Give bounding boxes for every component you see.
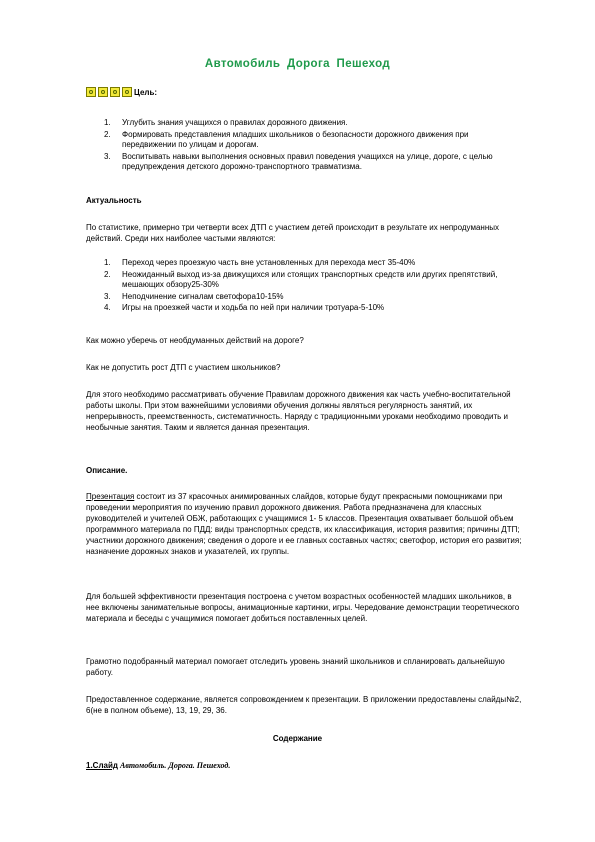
slide-title: Автомобиль. Дорога. Пешеход. — [117, 761, 231, 770]
list-item: 3. Воспитывать навыки выполнения основных правил поведения учащихся на улице, дороге, с целью предупреждения детского дорожно-транспортного травматизма. — [104, 151, 493, 171]
relevance-intro: По статистике, примерно три четверти всех ДТП с участием детей происходит в результате их непродуманных действий. Среди них наиболее частыми являются: — [86, 223, 499, 243]
smiley-icon — [110, 87, 120, 97]
relevance-paragraph: Для этого необходимо рассматривать обучение Правилам дорожного движения как часть учебно-воспитательной работы школы. При этом важнейшими условиями обучения должны являться регулярность занятий, их непрерывность, преемственность, систематичность. Наряду с традиционными уроками необходимо проводить и необычные занятия. Таким и является данная презентация. — [86, 390, 511, 432]
relevance-list — [104, 258, 524, 315]
list-item: 3. Неподчинение сигналам светофора10-15% — [104, 291, 284, 301]
presentation-link[interactable]: Презентация — [86, 492, 135, 501]
contents-heading: Содержание — [272, 734, 323, 743]
goals-heading — [86, 87, 157, 97]
question-2: Как не допустить рост ДТП с участием школьников? — [86, 363, 281, 372]
question-1: Как можно уберечь от необдуманных действий на дороге? — [86, 336, 304, 345]
slide-label[interactable]: 1.Слайд — [86, 761, 118, 770]
list-item: 4. Игры на проезжей части и ходьба по ней при наличии тротуара-5-10% — [104, 303, 385, 312]
description-paragraph-4: Предоставленное содержание, является сопровождением к презентации. В приложении предоставлены слайды№2, 6(не в полном объеме), 13, 19, 29, 36. — [86, 695, 522, 715]
list-item: 2. Формировать представления младших школьников о безопасности дорожного движения при передвижении по улицам и дорогам. — [104, 129, 469, 149]
description-paragraph-3: Грамотно подобранный материал помогает отследить уровень знаний школьников и спланировать дальнейшую работу. — [86, 657, 505, 677]
decorative-icons — [86, 87, 132, 97]
list-item: 1. Переход через проезжую часть вне установленных для перехода мест 35-40% — [104, 258, 416, 267]
description-paragraph-1: Презентация состоит из 37 красочных анимированных слайдов, которые будут прекрасными помощниками при проведении мероприятия по изучению правил дорожного движения. Работа предназначена для классных руководителей и учителей ОБЖ, работающих с учащимися 1- 5 классов. Презентация охватывает большой объем программного материала по ПДД: виды транспортных средств, их классификация, история развития; причины ДТП; участники дорожного движения; сведения о дороге и ее главных составных частях; светофор, история его развития; назначение дорожных знаков и указателей, их группы. — [86, 492, 522, 556]
smiley-icon — [98, 87, 108, 97]
contents-slide-1 — [86, 760, 230, 771]
goals-list — [104, 118, 524, 174]
relevance-heading: Актуальность — [86, 196, 142, 205]
description-heading: Описание. — [86, 466, 128, 475]
smiley-icon — [86, 87, 96, 97]
smiley-icon — [122, 87, 132, 97]
document-title: Автомобиль Дорога Пешеход — [204, 58, 391, 70]
list-item: 1. Углубить знания учащихся о правилах дорожного движения. — [104, 118, 348, 127]
description-paragraph-2: Для большей эффективности презентация построена с учетом возрастных особенностей младших школьников, в нее включены занимательные вопросы, анимационные картинки, игры. Чередование демонстрации теоретического материала и беседы с учащимися помогает добиться поставленных целей. — [86, 592, 520, 623]
goals-label: Цель: — [134, 87, 158, 97]
list-item: 2. Неожиданный выход из-за движущихся или стоящих транспортных средств или других препятствий, мешающих обзору25-30% — [104, 269, 498, 289]
